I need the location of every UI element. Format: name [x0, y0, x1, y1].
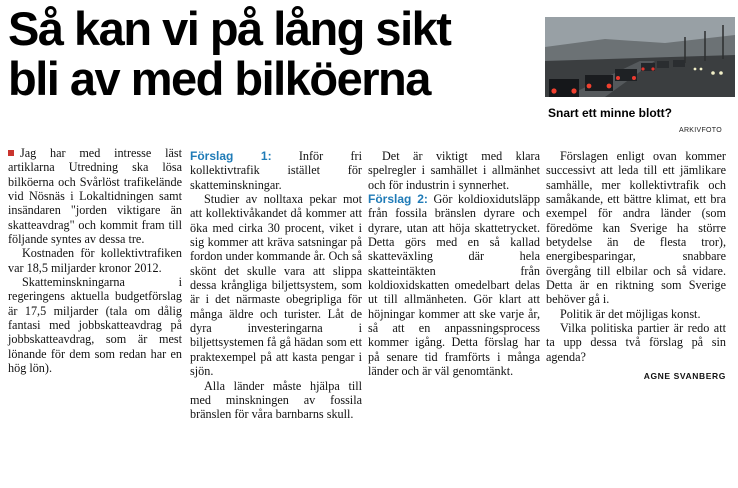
paragraph-intro: Jag har med intresse läst artiklarna Utredning ska lösa bilköerna och Svårlöst trafikelände vid Nösnäs i Lokaltidningen samt insändaren "jorden viktigare än skatteavdrag" och kommit fram till följande syntes av dessa tre. [8, 146, 182, 247]
photo-caption: Snart ett minne blott? [548, 106, 672, 120]
column-2 [190, 149, 362, 422]
paragraph: Vilka politiska partier är redo att ta upp dessa två förslag på sin agenda? [546, 321, 726, 364]
column-3 [368, 149, 540, 379]
headline-line-2: bli av med bilköerna [8, 52, 430, 105]
paragraph: Förslagen enligt ovan kommer successivt att leda till ett jämlikare samhälle, mer kollektivtrafik och samåkande, ett bättre klimat, ett bra exempel för andra länder (som föredöme kan Sverige ha större betydelse än de flesta tror), energibesparingar, snabbare övergång till elbilar och så vidare. Detta är en riktning som Sverige behöver gå i. [546, 149, 726, 307]
proposal-1-label: Förslag 1: [190, 149, 272, 163]
paragraph-proposal-1: Förslag 1: Inför fri kollektivtrafik istället för skatteminskningar. [190, 149, 362, 192]
paragraph: Alla länder måste hjälpa till med minskningen av fossila bränslen för våra barnbarns skull. [190, 378, 362, 422]
paragraph: Studier av nolltaxa pekar mot att kollektivåkandet då kommer att öka med cirka 30 procent, viket i sig kommer att kräva satsningar på fordon under kommande år. Och så skönt det skulle vara att slippa dessa krångliga biljettsystem, som är i det närmaste obegripliga för många äldre och turister. Låt de dyra investeringarna i biljettsystemen få gå hädan som ett praktexempel på att kasta pengar i sjön. [190, 192, 362, 379]
paragraph: Det är viktigt med klara spelregler i samhället i allmänhet och för industrin i synnerhet. [368, 149, 540, 192]
paragraph: Kostnaden för kollektivtrafiken var 18,5 miljarder kronor 2012. [8, 246, 182, 275]
photo-credit: ARKIVFOTO [678, 127, 722, 134]
traffic-photo [545, 17, 735, 97]
paragraph: Politik är det möjligas konst. [560, 306, 701, 321]
proposal-2-label: Förslag 2: [368, 192, 428, 207]
headline [8, 4, 538, 104]
paragraph: Skatteminskningarna i regeringens aktuella budgetförslag är 17,5 miljarder (tala om dålig fantasi med jobbskatteavdrag på jobbskatteavdrag, som är mest lönande för dem som redan har en hög lön). [8, 275, 182, 376]
headline-line-1: Så kan vi på lång sikt [8, 2, 451, 55]
column-1 [8, 146, 182, 376]
traffic-jam-illustration [545, 17, 735, 97]
paragraph-proposal-2: Förslag 2: Gör koldioxidutsläpp från fossila bränslen dyrare och dyrare, utan att höja skattetrycket. Detta görs med en så kallad skatteväxling där hela skatteintäkten från koldioxidskatten omedelbart delas ut till allmänheten. Gör klart att höjningar kommer att ske varje år, så att en anpassningsprocess kommer igång. Detta förslag har på senare tid framförts i många länder och är väl genomtänkt. [368, 192, 540, 379]
red-square-bullet-icon [8, 150, 14, 156]
column-4 [546, 149, 726, 384]
author-signature: AGNE SVANBERG [643, 371, 726, 382]
